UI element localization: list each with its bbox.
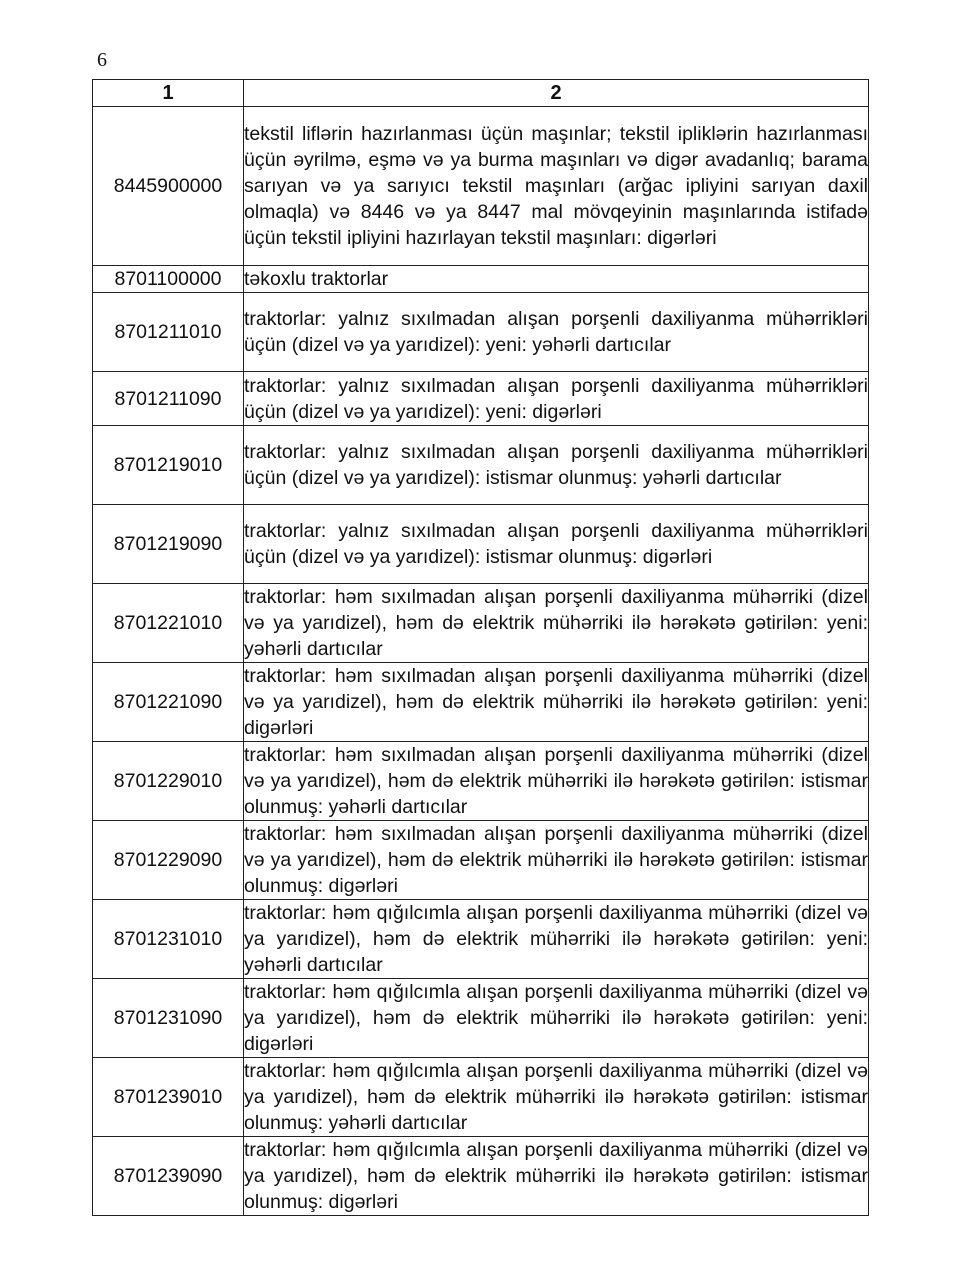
description-cell: traktorlar: həm sıxılmadan alışan porşenli daxiliyanma mühərriki (dizel və ya yarıdizel), həm də elektrik mühərriki ilə hərəkətə gətirilən: istismar olunmuş: digərləri <box>244 821 869 900</box>
table-row <box>93 1137 869 1216</box>
table-row <box>93 426 869 505</box>
table-row <box>93 1058 869 1137</box>
column-header-code: 1 <box>93 80 244 107</box>
code-cell: 8701229090 <box>93 821 244 900</box>
description-cell: traktorlar: yalnız sıxılmadan alışan porşenli daxiliyanma mühərrikləri üçün (dizel və ya yarıdizel): yeni: yəhərli dartıcılar <box>244 293 869 372</box>
description-cell: təkoxlu traktorlar <box>244 266 869 293</box>
description-cell: traktorlar: yalnız sıxılmadan alışan porşenli daxiliyanma mühərrikləri üçün (dizel və ya yarıdizel): istismar olunmuş: digərləri <box>244 505 869 584</box>
description-cell: traktorlar: həm qığılcımla alışan porşenli daxiliyanma mühərriki (dizel və ya yarıdizel), həm də elektrik mühərriki ilə hərəkətə gətirilən: yeni: yəhərli dartıcılar <box>244 900 869 979</box>
code-cell: 8701231090 <box>93 979 244 1058</box>
tariff-code-table <box>92 79 869 1216</box>
code-cell: 8701219010 <box>93 426 244 505</box>
table-row <box>93 107 869 266</box>
code-cell: 8701219090 <box>93 505 244 584</box>
code-cell: 8701229010 <box>93 742 244 821</box>
table-row <box>93 584 869 663</box>
column-header-description: 2 <box>244 80 869 107</box>
page-number: 6 <box>97 49 107 71</box>
table-row <box>93 821 869 900</box>
code-cell: 8701221010 <box>93 584 244 663</box>
description-cell: traktorlar: həm sıxılmadan alışan porşenli daxiliyanma mühərriki (dizel və ya yarıdizel), həm də elektrik mühərriki ilə hərəkətə gətirilən: yeni: yəhərli dartıcılar <box>244 584 869 663</box>
code-cell: 8445900000 <box>93 107 244 266</box>
code-cell: 8701239010 <box>93 1058 244 1137</box>
code-cell: 8701211090 <box>93 372 244 426</box>
code-cell: 8701100000 <box>93 266 244 293</box>
description-cell: traktorlar: həm qığılcımla alışan porşenli daxiliyanma mühərriki (dizel və ya yarıdizel), həm də elektrik mühərriki ilə hərəkətə gətirilən: istismar olunmuş: yəhərli dartıcılar <box>244 1058 869 1137</box>
table-row <box>93 663 869 742</box>
description-cell: traktorlar: yalnız sıxılmadan alışan porşenli daxiliyanma mühərrikləri üçün (dizel və ya yarıdizel): yeni: digərləri <box>244 372 869 426</box>
table-row <box>93 266 869 293</box>
description-cell: traktorlar: həm sıxılmadan alışan porşenli daxiliyanma mühərriki (dizel və ya yarıdizel), həm də elektrik mühərriki ilə hərəkətə gətirilən: istismar olunmuş: yəhərli dartıcılar <box>244 742 869 821</box>
table-row <box>93 900 869 979</box>
table-row <box>93 979 869 1058</box>
description-cell: tekstil liflərin hazırlanması üçün maşınlar; tekstil ipliklərin hazırlanması üçün əyrilmə, eşmə və ya burma maşınları və digər avadanlıq; barama sarıyan və ya sarıyıcı tekstil maşınları (arğac ipliyini sarıyan daxil olmaqla) və 8446 və ya 8447 mal mövqeyinin maşınlarında istifadə üçün tekstil ipliyini hazırlayan tekstil maşınları: digərləri <box>244 107 869 266</box>
table-header-row <box>93 80 869 107</box>
code-cell: 8701231010 <box>93 900 244 979</box>
code-cell: 8701239090 <box>93 1137 244 1216</box>
description-cell: traktorlar: həm qığılcımla alışan porşenli daxiliyanma mühərriki (dizel və ya yarıdizel), həm də elektrik mühərriki ilə hərəkətə gətirilən: istismar olunmuş: digərləri <box>244 1137 869 1216</box>
code-cell: 8701211010 <box>93 293 244 372</box>
table-row <box>93 505 869 584</box>
table-row <box>93 293 869 372</box>
table-row <box>93 372 869 426</box>
description-cell: traktorlar: yalnız sıxılmadan alışan porşenli daxiliyanma mühərrikləri üçün (dizel və ya yarıdizel): istismar olunmuş: yəhərli dartıcılar <box>244 426 869 505</box>
code-cell: 8701221090 <box>93 663 244 742</box>
description-cell: traktorlar: həm qığılcımla alışan porşenli daxiliyanma mühərriki (dizel və ya yarıdizel), həm də elektrik mühərriki ilə hərəkətə gətirilən: yeni: digərləri <box>244 979 869 1058</box>
description-cell: traktorlar: həm sıxılmadan alışan porşenli daxiliyanma mühərriki (dizel və ya yarıdizel), həm də elektrik mühərriki ilə hərəkətə gətirilən: yeni: digərləri <box>244 663 869 742</box>
table-row <box>93 742 869 821</box>
